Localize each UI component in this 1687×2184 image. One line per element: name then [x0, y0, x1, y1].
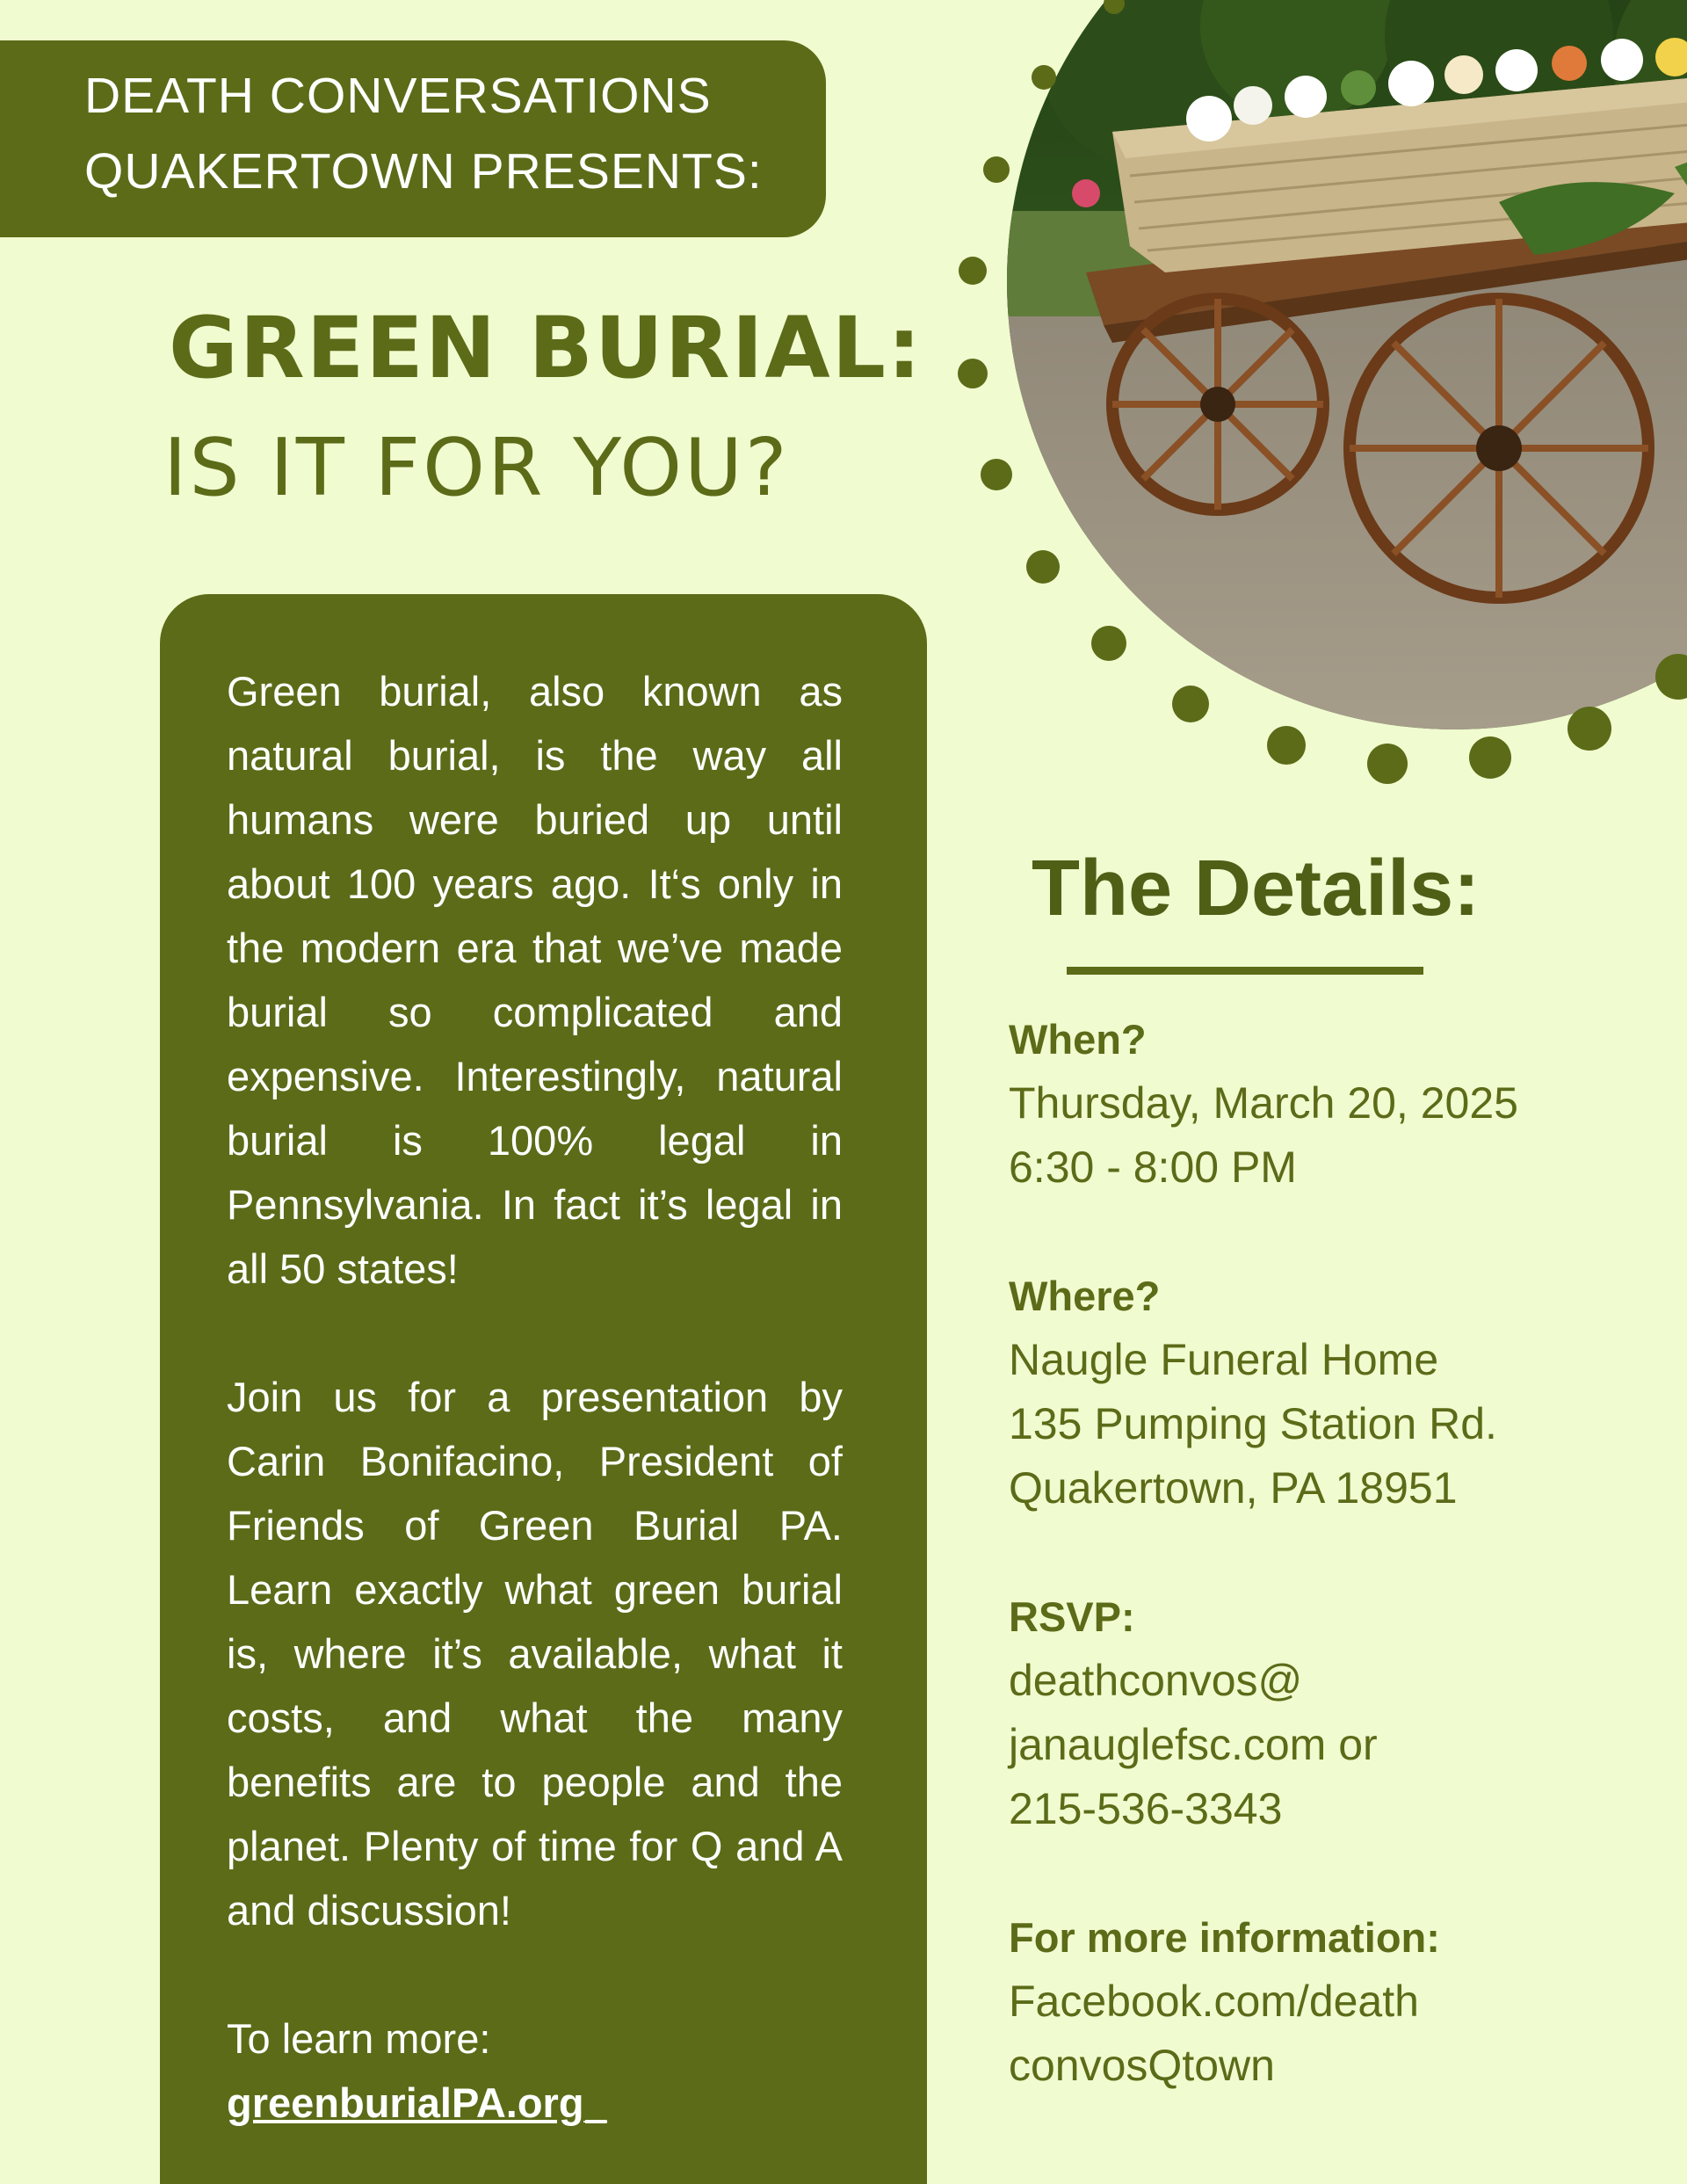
learn-more-label: To learn more: — [227, 2015, 491, 2062]
page-title: GREEN BURIAL: — [169, 299, 923, 397]
description-panel — [160, 594, 927, 2184]
casket-wagon-illustration — [1007, 0, 1687, 729]
decor-dot — [958, 359, 988, 388]
decor-dot — [1267, 726, 1306, 765]
presentation-paragraph: Join us for a presentation by Carin Bonifacino, President of Friends of Green Burial PA. Learn exactly what green burial is, where it’s available, what it costs, and what the many benefits are to people and the planet. Plenty of time for Q and A and discussion! — [227, 1374, 843, 1934]
decor-dot — [1091, 626, 1126, 661]
rsvp-phone[interactable]: 215-536-3343 — [1009, 1784, 1283, 1833]
intro-paragraph: Green burial, also known as natural burial, is the way all humans were buried up until about 100 years ago. It‘s only in the modern era that we’ve made burial so complicated and expensive. Interestingly, natural burial is 100% legal in Pennsylvania. In fact it’s legal in all 50 states! — [227, 668, 843, 1292]
decor-dot — [983, 156, 1010, 183]
rsvp-email-part1[interactable]: deathconvos@ — [1009, 1656, 1303, 1705]
where-section — [1009, 1264, 1659, 1520]
where-label: Where? — [1009, 1273, 1161, 1319]
decor-dot — [1026, 550, 1060, 584]
header-line-1: DEATH CONVERSATIONS — [84, 68, 712, 124]
venue-city: Quakertown, PA 18951 — [1009, 1463, 1458, 1513]
learn-more-link[interactable]: greenburialPA.org_ — [227, 2079, 607, 2126]
when-section — [1009, 1007, 1659, 1200]
event-date: Thursday, March 20, 2025 — [1009, 1078, 1518, 1128]
decor-dot — [981, 459, 1012, 490]
decor-dot — [1367, 744, 1408, 784]
info-label: For more information: — [1009, 1914, 1440, 1961]
decor-dot — [1568, 707, 1611, 751]
page-subtitle: IS IT FOR YOU? — [163, 422, 790, 514]
facebook-link-part2[interactable]: convosQtown — [1009, 2041, 1275, 2090]
details-heading: The Details: — [1032, 845, 1481, 932]
facebook-link-part1[interactable]: Facebook.com/death — [1009, 1977, 1419, 2026]
when-label: When? — [1009, 1016, 1147, 1063]
details-divider — [1067, 967, 1423, 975]
header-line-2: QUAKERTOWN PRESENTS: — [84, 143, 763, 200]
decor-dot — [959, 257, 987, 285]
venue-name: Naugle Funeral Home — [1009, 1335, 1439, 1384]
decor-dot — [1469, 736, 1511, 779]
rsvp-section — [1009, 1585, 1659, 1841]
info-section — [1009, 1905, 1659, 2098]
event-time: 6:30 - 8:00 PM — [1009, 1143, 1297, 1192]
venue-street: 135 Pumping Station Rd. — [1009, 1399, 1497, 1448]
rsvp-label: RSVP: — [1009, 1593, 1135, 1640]
decor-dot — [1032, 65, 1056, 90]
event-details — [1009, 1007, 1659, 2098]
decor-dot — [1172, 686, 1209, 722]
rsvp-email-part2[interactable]: janauglefsc.com or — [1009, 1720, 1378, 1769]
header-banner — [0, 40, 826, 237]
casket-wagon-photo — [1007, 0, 1687, 729]
